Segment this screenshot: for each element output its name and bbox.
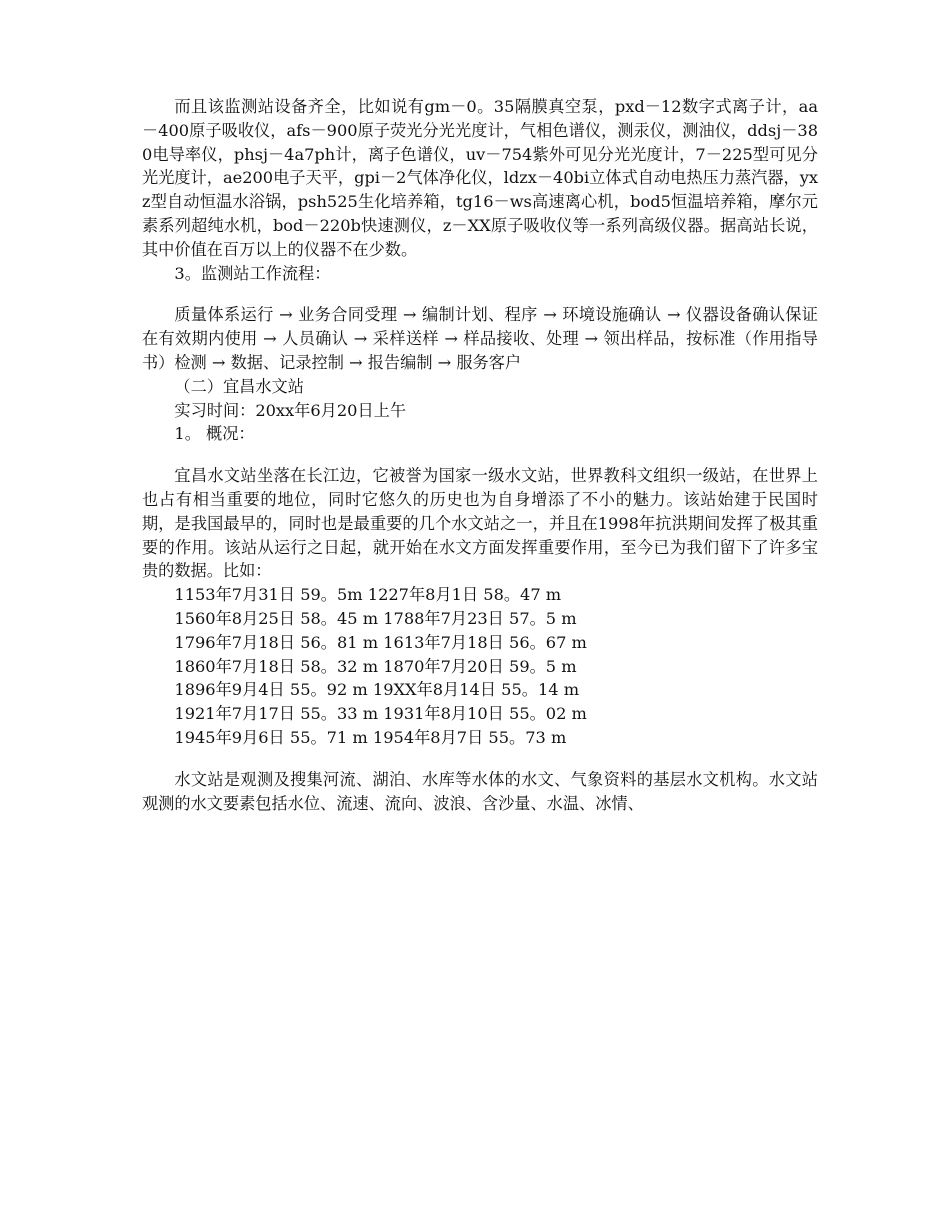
water-level-record: 1153年7月31日 59。5m 1227年8月1日 58。47 m xyxy=(174,585,562,605)
overview-heading: 1。 概况： xyxy=(174,424,255,444)
water-level-record: 1860年7月18日 58。32 m 1870年7月20日 59。5 m xyxy=(174,656,577,676)
internship-time: 实习时间：20xx年6月20日上午 xyxy=(174,400,407,420)
water-level-record: 1560年8月25日 58。45 m 1788年7月23日 57。5 m xyxy=(174,608,577,628)
section-heading-yichang: （二）宜昌水文站 xyxy=(174,376,304,396)
equipment-paragraph: 而且该监测站设备齐全，比如说有gm－0。35隔膜真空泵，pxd－12数字式离子计，aa－400原子吸收仪，afs－900原子荧光分光光度计，气相色谱仪，测汞仪，测油仪，ddsj－380电导率仪，phsj－4a7ph计，离子色谱仪，uv－754紫外可见分光光度计，7－225型可见分光光度计，ae200电子天平，gpi－2气体净化仪，ldzx－40bi立体式自动电热压力蒸汽器，yxz型自动恒温水浴锅，psh525生化培养箱，tg16－ws高速离心机，bod5恒温培养箱，摩尔元素系列超纯水机，bod－220b快速测仪，z－XX原子吸收仪等一系列高级仪器。据高站长说，其中价值在百万以上的仪器不在少数。 xyxy=(142,97,818,259)
workflow-paragraph: 质量体系运行 → 业务合同受理 → 编制计划、程序 → 环境设施确认 → 仪器设备确认保证在有效期内使用 → 人员确认 → 采样送样 → 样品接收、处理 → 领出样品，按标准（作用指导书）检测 → 数据、记录控制 → 报告编制 → 服务客户 xyxy=(142,305,818,372)
document-page xyxy=(142,95,818,815)
water-level-record: 1896年9月4日 55。92 m 19XX年8月14日 55。14 m xyxy=(174,680,580,700)
hydrology-paragraph: 水文站是观测及搜集河流、湖泊、水库等水体的水文、气象资料的基层水文机构。水文站观测的水文要素包括水位、流速、流向、波浪、含沙量、水温、冰情、 xyxy=(142,769,818,813)
water-level-record: 1796年7月18日 56。81 m 1613年7月18日 56。67 m xyxy=(174,632,587,652)
water-level-record: 1945年9月6日 55。71 m 1954年8月7日 55。73 m xyxy=(174,727,567,747)
water-level-record: 1921年7月17日 55。33 m 1931年8月10日 55。02 m xyxy=(174,704,587,724)
workflow-heading: 3。监测站工作流程： xyxy=(174,263,331,283)
overview-paragraph: 宜昌水文站坐落在长江边，它被誉为国家一级水文站，世界教科文组织一级站，在世界上也占有相当重要的地位，同时它悠久的历史也为自身增添了不小的魅力。该站始建于民国时期，是我国最早的，同时也是最重要的几个水文站之一，并且在1998年抗洪期间发挥了极其重要的作用。该站从运行之日起，就开始在水文方面发挥重要作用，至今已为我们留下了许多宝贵的数据。比如： xyxy=(142,466,818,581)
